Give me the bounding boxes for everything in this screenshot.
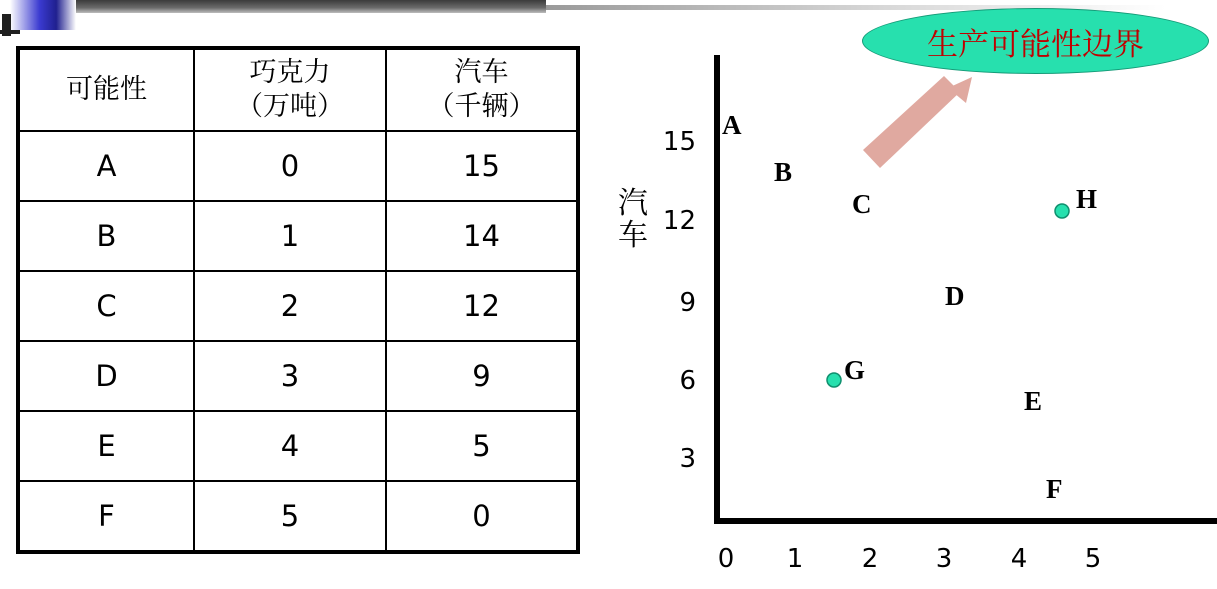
column-header-chocolate xyxy=(194,48,386,131)
column-header-cars-line2: （千辆） xyxy=(427,91,536,122)
point-label-C: C xyxy=(852,189,872,219)
cell-possibility: D xyxy=(18,341,194,411)
column-header-possibility xyxy=(18,48,194,131)
cell-chocolate: 4 xyxy=(194,411,386,481)
point-label-G: G xyxy=(844,355,866,385)
cell-chocolate: 3 xyxy=(194,341,386,411)
x-tick-4: 4 xyxy=(1010,544,1028,574)
cell-possibility: F xyxy=(18,481,194,552)
cell-chocolate: 0 xyxy=(194,131,386,201)
x-tick-0: 0 xyxy=(717,544,735,574)
column-header-cars-line1: 汽车 xyxy=(454,57,509,89)
column-header-chocolate-line2: （万吨） xyxy=(236,91,344,122)
point-label-A: A xyxy=(722,110,742,140)
y-tick-9: 9 xyxy=(679,288,696,318)
cell-cars: 5 xyxy=(386,411,578,481)
column-header-chocolate-line1: 巧克力 xyxy=(249,57,331,89)
cell-possibility: B xyxy=(18,201,194,271)
x-tick-5: 5 xyxy=(1084,544,1102,574)
cell-chocolate: 1 xyxy=(194,201,386,271)
table-header-row xyxy=(18,48,578,131)
point-label-H: H xyxy=(1076,184,1098,214)
ppf-callout-text: 生产可能性边界 xyxy=(927,26,1144,63)
cell-cars: 15 xyxy=(386,131,578,201)
cell-cars: 12 xyxy=(386,271,578,341)
cell-possibility: E xyxy=(18,411,194,481)
point-label-E: E xyxy=(1024,386,1043,416)
decor-blue-block xyxy=(10,0,76,30)
y-axis-label-char1: 汽车 xyxy=(618,186,648,253)
table-row xyxy=(18,131,578,201)
decor-dark-bar xyxy=(76,0,546,13)
cell-cars: 0 xyxy=(386,481,578,552)
callout-arrow xyxy=(863,76,972,168)
point-label-B: B xyxy=(774,157,793,187)
table-row xyxy=(18,341,578,411)
ppf-callout-bubble xyxy=(862,8,1209,74)
y-tick-3: 3 xyxy=(679,444,696,474)
y-tick-12: 12 xyxy=(662,206,696,236)
cell-possibility: C xyxy=(18,271,194,341)
y-tick-15: 15 xyxy=(662,127,696,157)
cell-cars: 14 xyxy=(386,201,578,271)
column-header-cars xyxy=(386,48,578,131)
x-tick-1: 1 xyxy=(786,544,804,574)
y-tick-6: 6 xyxy=(679,366,696,396)
decor-left-tick-2 xyxy=(0,30,20,34)
cell-chocolate: 5 xyxy=(194,481,386,552)
column-header-possibility-line1: 可能性 xyxy=(66,74,147,106)
ppf-scatter-chart xyxy=(600,0,1217,589)
table-row xyxy=(18,201,578,271)
data-point-G xyxy=(827,373,841,387)
point-label-F: F xyxy=(1046,474,1063,504)
cell-cars: 9 xyxy=(386,341,578,411)
x-tick-3: 3 xyxy=(935,544,953,574)
x-tick-2: 2 xyxy=(861,544,879,574)
table-row xyxy=(18,271,578,341)
cell-chocolate: 2 xyxy=(194,271,386,341)
cell-possibility: A xyxy=(18,131,194,201)
production-possibility-table xyxy=(16,46,580,554)
table-row xyxy=(18,481,578,552)
y-axis-label xyxy=(618,188,648,251)
table-row xyxy=(18,411,578,481)
data-point-H xyxy=(1055,204,1069,218)
point-label-D: D xyxy=(945,281,965,311)
